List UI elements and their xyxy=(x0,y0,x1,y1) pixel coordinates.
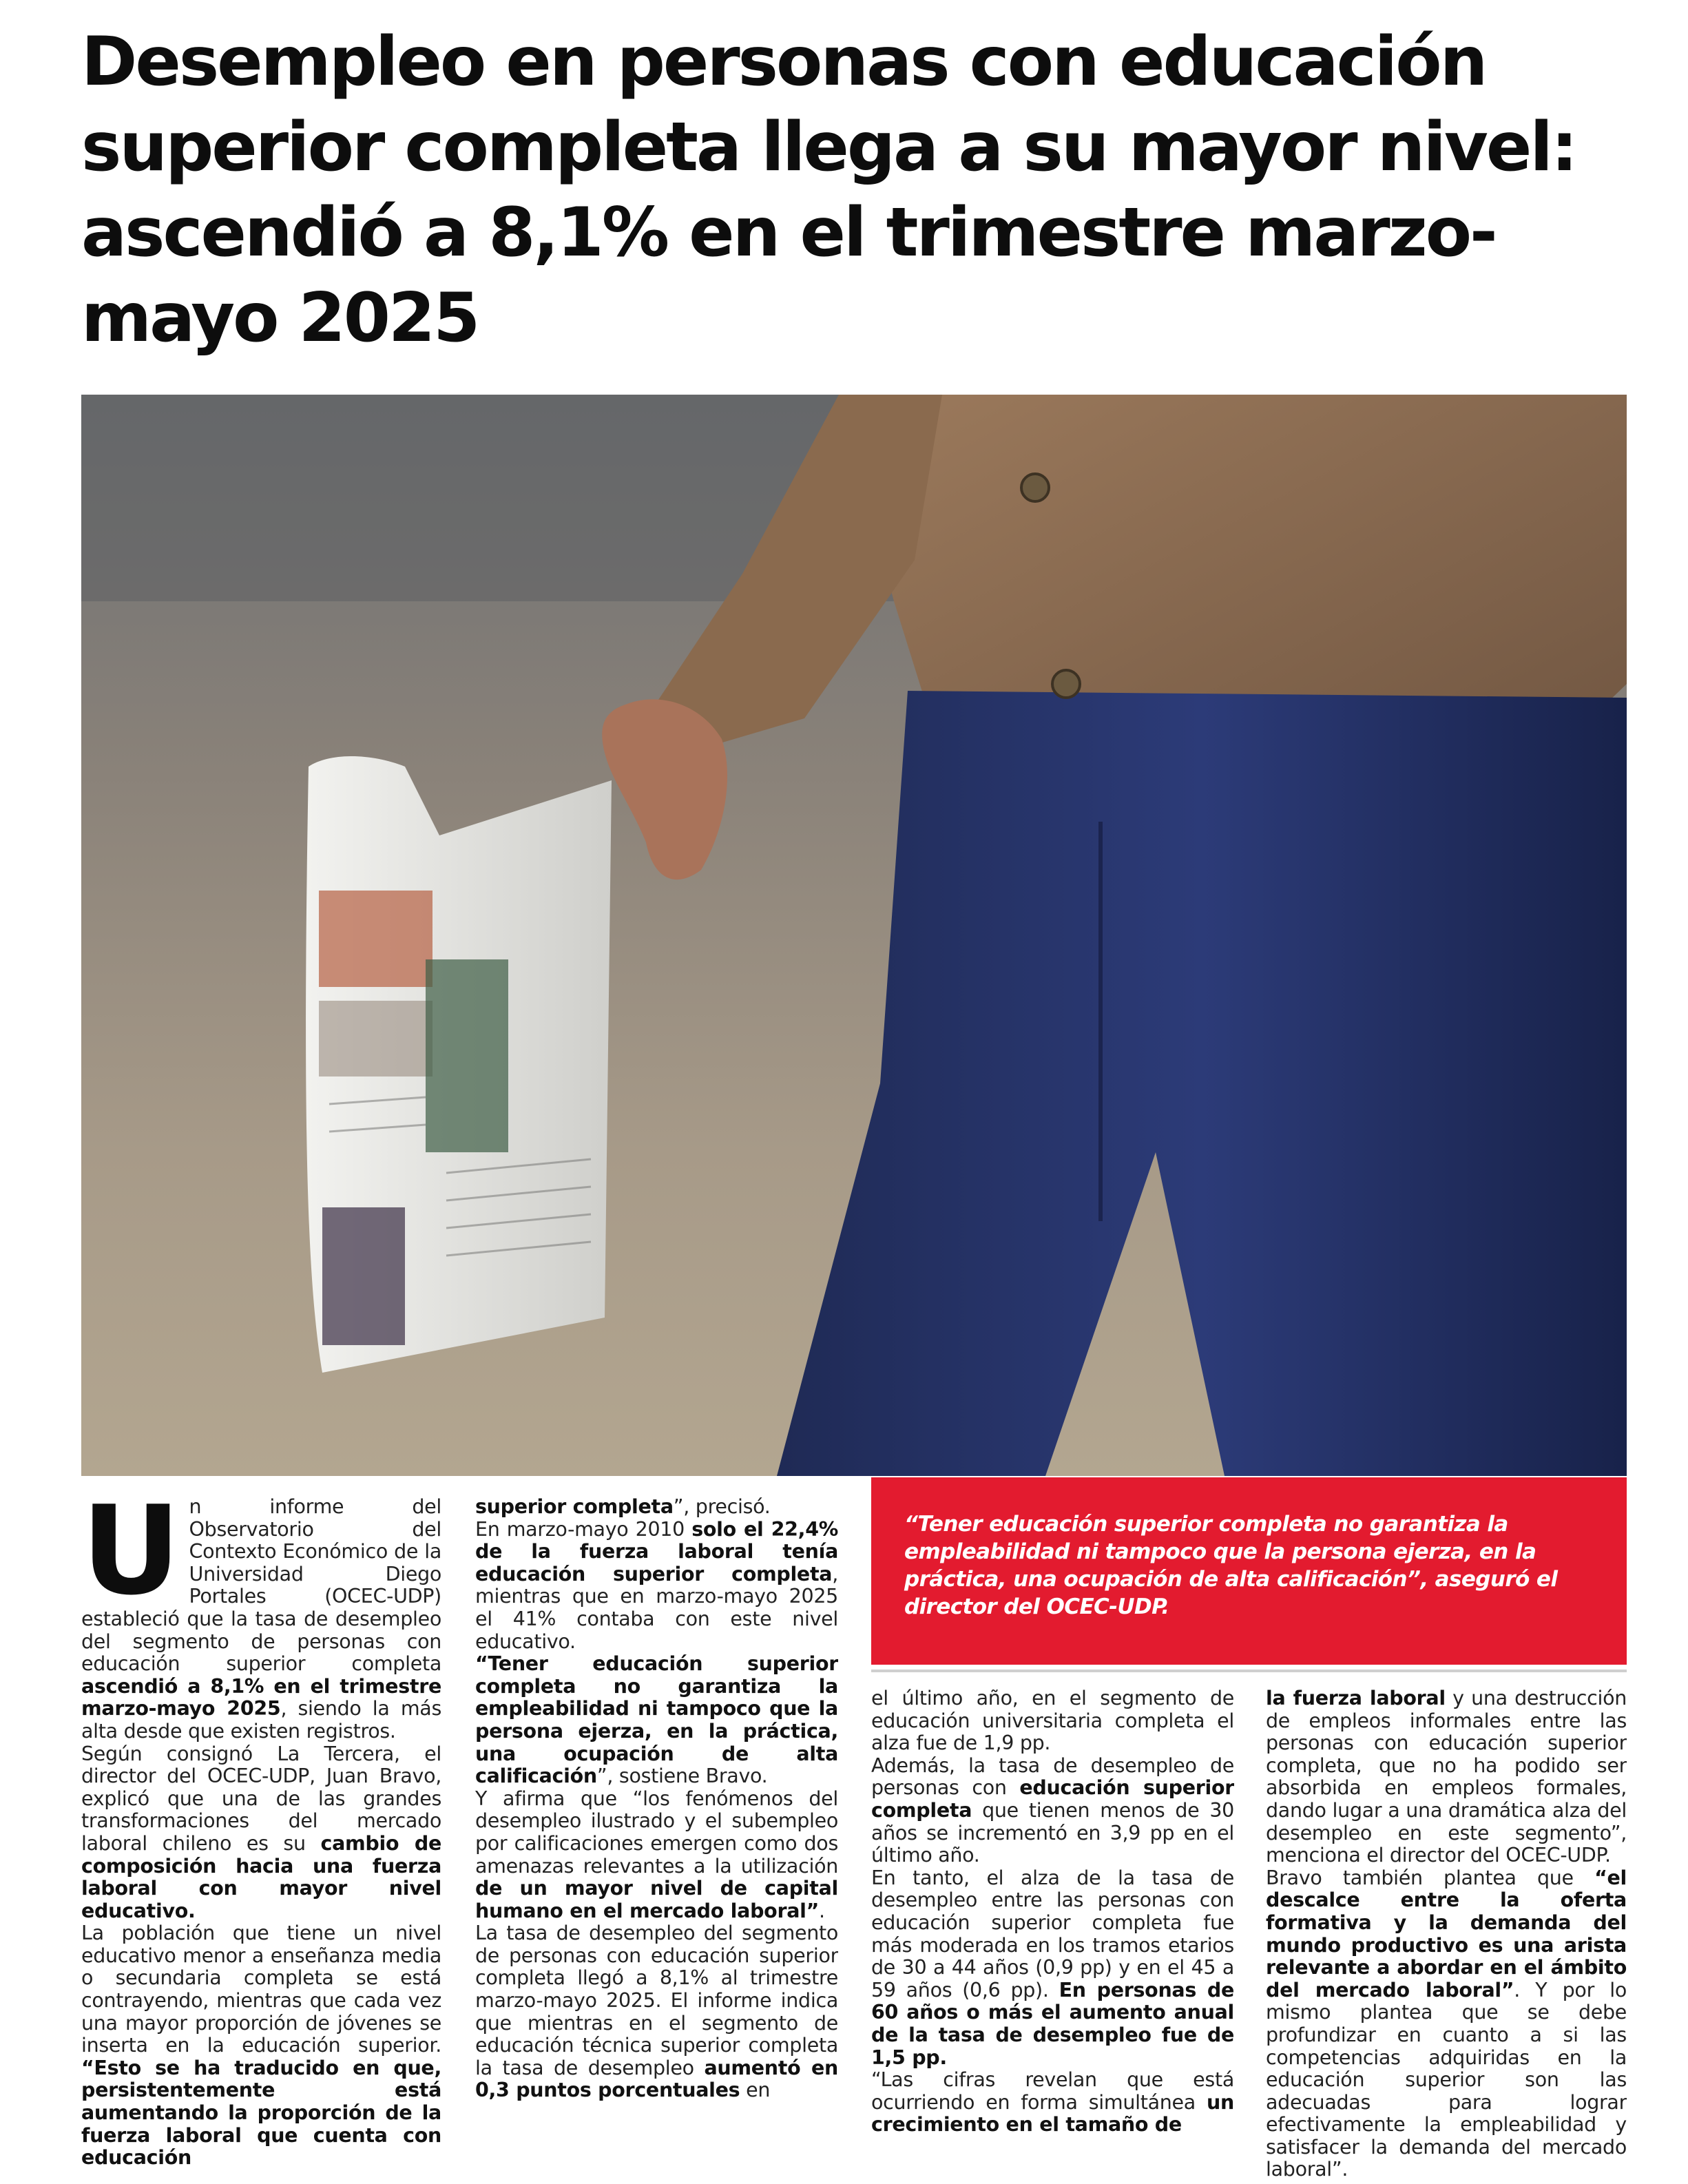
paragraph: La población que tiene un nivel educativo menor a enseñanza media o secundaria completa se está contrayendo, mientras que cada vez una mayor proporción de jóvenes se inserta en la educación superior. “Esto se ha traducido en que, persistentemente está aumentando la proporción de la fuerza laboral que cuenta con educación xyxy=(81,1922,441,2170)
paragraph: En marzo-mayo 2010 solo el 22,4% de la fuerza laboral tenía educación superior completa, mientras que en marzo-mayo 2025 el 41% contaba con este nivel educativo. xyxy=(475,1517,838,1653)
pull-quote: “Tener educación superior completa no garantiza la empleabilidad ni tampoco que la persona ejerza, en la práctica, una ocupación de alta calificación”, aseguró el director del OCEC-UDP. xyxy=(904,1512,1558,1619)
paragraph: En tanto, el alza de la tasa de desempleo entre las personas con educación superior completa fue más moderada en los tramos etarios de 30 a 44 años (0,9 pp) y en el 45 a 59 años (0,6 pp). En personas de 60 años o más el aumento anual de la tasa de desempleo fue de 1,5 pp. xyxy=(871,1866,1234,2069)
headline: Desempleo en personas con educación superior completa llega a su mayor nivel: ascendió a 8,1% en el trimestre marzo-mayo 2025 xyxy=(81,23,1576,357)
column-2 xyxy=(475,1496,838,2184)
divider xyxy=(871,1670,1627,1672)
paragraph: n informe del Observatorio del Contexto Económico de la Universidad Diego Portales (OCEC-UDP) estableció que la tasa de desempleo del segmento de personas con educación superior completa ascendió a 8,1% en el trimestre marzo-mayo 2025, siendo la más alta desde que existen registros. xyxy=(81,1496,441,1743)
column-3 xyxy=(871,1687,1234,2184)
paragraph: La tasa de desempleo del segmento de personas con educación superior completa llegó a 8,1% al trimestre marzo-mayo 2025. El informe indica que mientras en el segmento de educación técnica superior completa la tasa de desempleo aumentó en 0,3 puntos porcentuales en xyxy=(475,1922,838,2102)
paragraph: el último año, en el segmento de educación universitaria completa el alza fue de 1,9 pp. xyxy=(871,1687,1234,1755)
article-photo xyxy=(81,395,1627,1476)
column-4 xyxy=(1266,1687,1627,2184)
paragraph: “Tener educación superior completa no garantiza la empleabilidad ni tampoco que la persona ejerza, en la práctica, una ocupación de alta calificación”, sostiene Bravo. xyxy=(475,1652,838,1788)
column-1 xyxy=(81,1496,441,2184)
dropcap: U xyxy=(81,1496,178,1622)
paragraph: Bravo también plantea que “el descalce entre la oferta formativa y la demanda del mundo productivo es una arista relevante a abordar en el ámbito del mercado laboral”. Y por lo mismo plantea que se debe profundizar en cuanto a si las competencias adquiridas en la educación superior son las adecuadas para lograr efectivamente la empleabilidad y satisfacer la demanda del mercado laboral”. xyxy=(1266,1866,1627,2181)
paragraph: Además, la tasa de desempleo de personas con educación superior completa que tienen menos de 30 años se incrementó en 3,9 pp en el último año. xyxy=(871,1754,1234,1867)
paragraph: “Las cifras revelan que está ocurriendo en forma simultánea un crecimiento en el tamaño de xyxy=(871,2068,1234,2136)
paragraph: Y afirma que “los fenómenos del desempleo ilustrado y el subempleo por calificaciones emergen como dos amenazas relevantes a la utilización de un mayor nivel de capital humano en el mercado laboral”. xyxy=(475,1787,838,1922)
paragraph: superior completa”, precisó. xyxy=(475,1496,771,1518)
paragraph: la fuerza laboral y una destrucción de empleos informales entre las personas con educación superior completa, que no ha podido ser absorbida en empleos formales, dando lugar a una dramática alza del desempleo en este segmento”, menciona el director del OCEC-UDP. xyxy=(1266,1687,1627,1867)
pull-quote-box xyxy=(871,1477,1627,1665)
paragraph: Según consignó La Tercera, el director del OCEC-UDP, Juan Bravo, explicó que una de las grandes transformaciones del mercado laboral chileno es su cambio de composición hacia una fuerza laboral con mayor nivel educativo. xyxy=(81,1742,441,1922)
man-with-newspaper-illustration xyxy=(81,395,1627,1476)
